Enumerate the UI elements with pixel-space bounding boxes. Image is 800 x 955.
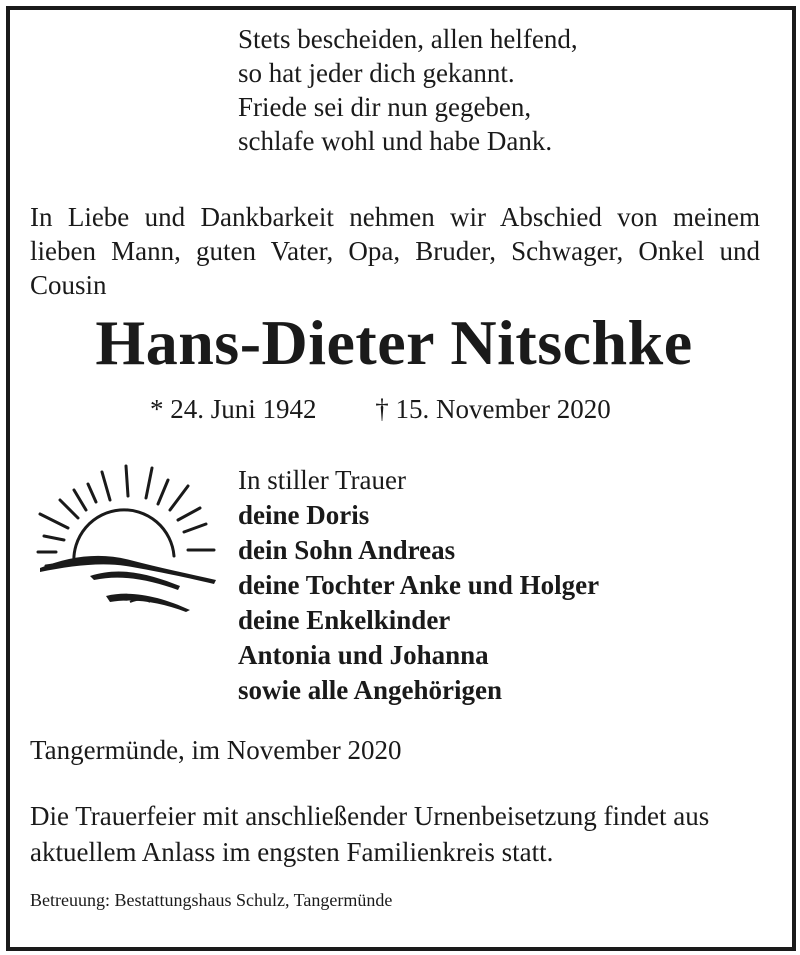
funeral-home-credit: Betreuung: Bestattungshaus Schulz, Tangermünde <box>30 890 393 910</box>
mourner-line: Antonia und Johanna <box>238 640 489 670</box>
mourner-line: dein Sohn Andreas <box>238 535 456 565</box>
funeral-notice: Die Trauerfeier mit anschließender Urnenbeisetzung findet aus aktuellem Anlass im engsten Familienkreis statt. <box>30 801 710 867</box>
life-dates <box>150 394 611 425</box>
poem <box>238 22 578 158</box>
poem-line: Friede sei dir nun gegeben, <box>238 92 532 122</box>
poem-line: Stets bescheiden, allen helfend, <box>238 24 578 54</box>
intro-text: In Liebe und Dankbarkeit nehmen wir Abschied von meinem lieben Mann, guten Vater, Opa, Bruder, Schwager, Onkel und Cousin <box>30 202 760 300</box>
mourner-line: deine Tochter Anke und Holger <box>238 570 600 600</box>
deceased-name: Hans-Dieter Nitschke <box>95 307 693 378</box>
setting-sun-icon <box>30 456 220 616</box>
place-date: Tangermünde, im November 2020 <box>30 735 402 765</box>
poem-line: schlafe wohl und habe Dank. <box>238 126 553 156</box>
mourners-heading: In stiller Trauer <box>238 465 406 495</box>
poem-line: so hat jeder dich gekannt. <box>238 58 515 88</box>
mourner-line: deine Doris <box>238 500 370 530</box>
mourners-block <box>238 463 599 708</box>
mourner-line: sowie alle Angehörigen <box>238 675 502 705</box>
mourner-line: deine Enkelkinder <box>238 605 451 635</box>
death-date: † 15. November 2020 <box>375 394 611 424</box>
birth-date: * 24. Juni 1942 <box>150 394 317 424</box>
